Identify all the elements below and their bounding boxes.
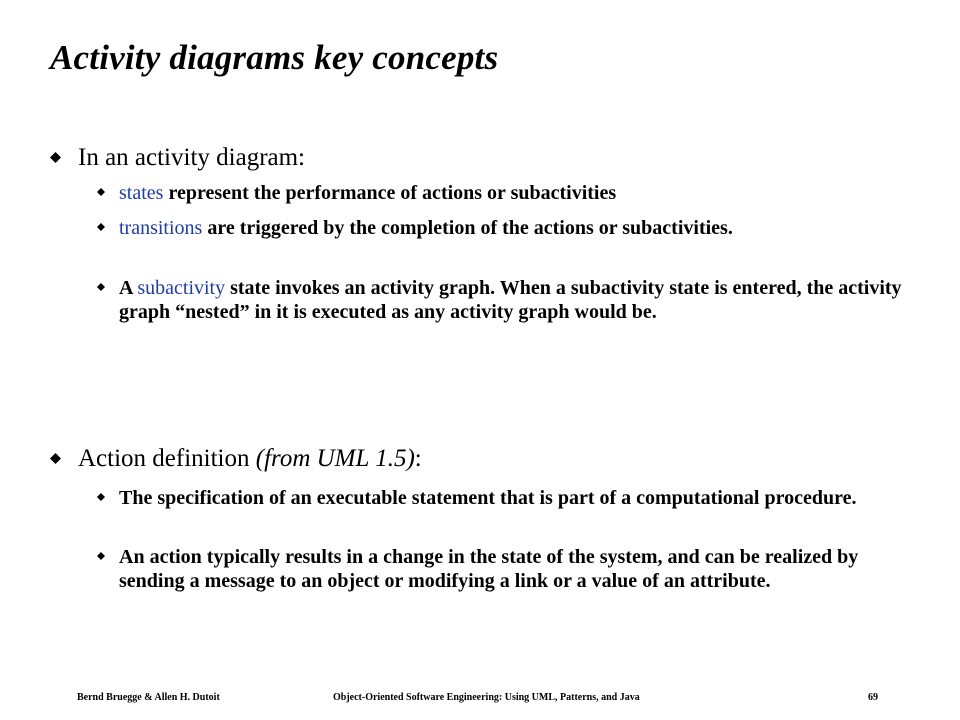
small-diamond-bullet-icon <box>97 552 105 560</box>
section1-item-2 <box>97 216 907 240</box>
section1-item-2-text <box>119 216 907 240</box>
footer-authors: Bernd Bruegge & Allen H. Dutoit <box>77 692 220 703</box>
diamond-bullet-icon <box>50 152 61 163</box>
section2-heading-text <box>78 444 422 474</box>
section1-item-1-text <box>119 181 907 205</box>
heading-italic: (from UML 1.5) <box>255 445 415 472</box>
term-transitions: transitions <box>119 217 203 239</box>
section1-item-3 <box>97 276 907 324</box>
section1-heading-text: In an activity diagram: <box>78 144 306 171</box>
small-diamond-bullet-icon <box>97 283 105 291</box>
term-subactivity: subactivity <box>137 277 226 299</box>
term-states: states <box>119 182 164 204</box>
item-3-lead: A <box>119 277 138 299</box>
section1-item-1 <box>97 181 907 205</box>
section2-item-1-text: The specification of an executable statement that is part of a computational procedure. <box>119 487 857 509</box>
small-diamond-bullet-icon <box>97 223 105 231</box>
footer-page-number: 69 <box>868 692 878 703</box>
section2-item-2 <box>97 545 907 593</box>
heading-main: Action definition <box>78 445 256 472</box>
small-diamond-bullet-icon <box>97 493 105 501</box>
item-3-rest: state invokes an activity graph. When a subactivity state is entered, the activity graph “nested” in it is executed as any activity graph would be. <box>119 277 902 323</box>
diamond-bullet-icon <box>50 453 61 464</box>
heading-tail: : <box>414 445 422 472</box>
slide-title: Activity diagrams key concepts <box>50 38 499 77</box>
item-1-rest: represent the performance of actions or subactivities <box>163 182 617 204</box>
item-2-rest: are triggered by the completion of the actions or subactivities. <box>202 217 733 239</box>
section2-item-2-text: An action typically results in a change in the state of the system, and can be realized by sending a message to an object or modifying a link or a value of an attribute. <box>119 546 859 592</box>
footer-book-title: Object-Oriented Software Engineering: Using UML, Patterns, and Java <box>333 692 640 703</box>
section1-item-3-text <box>119 276 907 324</box>
small-diamond-bullet-icon <box>97 188 105 196</box>
section2-item-1 <box>97 486 907 510</box>
